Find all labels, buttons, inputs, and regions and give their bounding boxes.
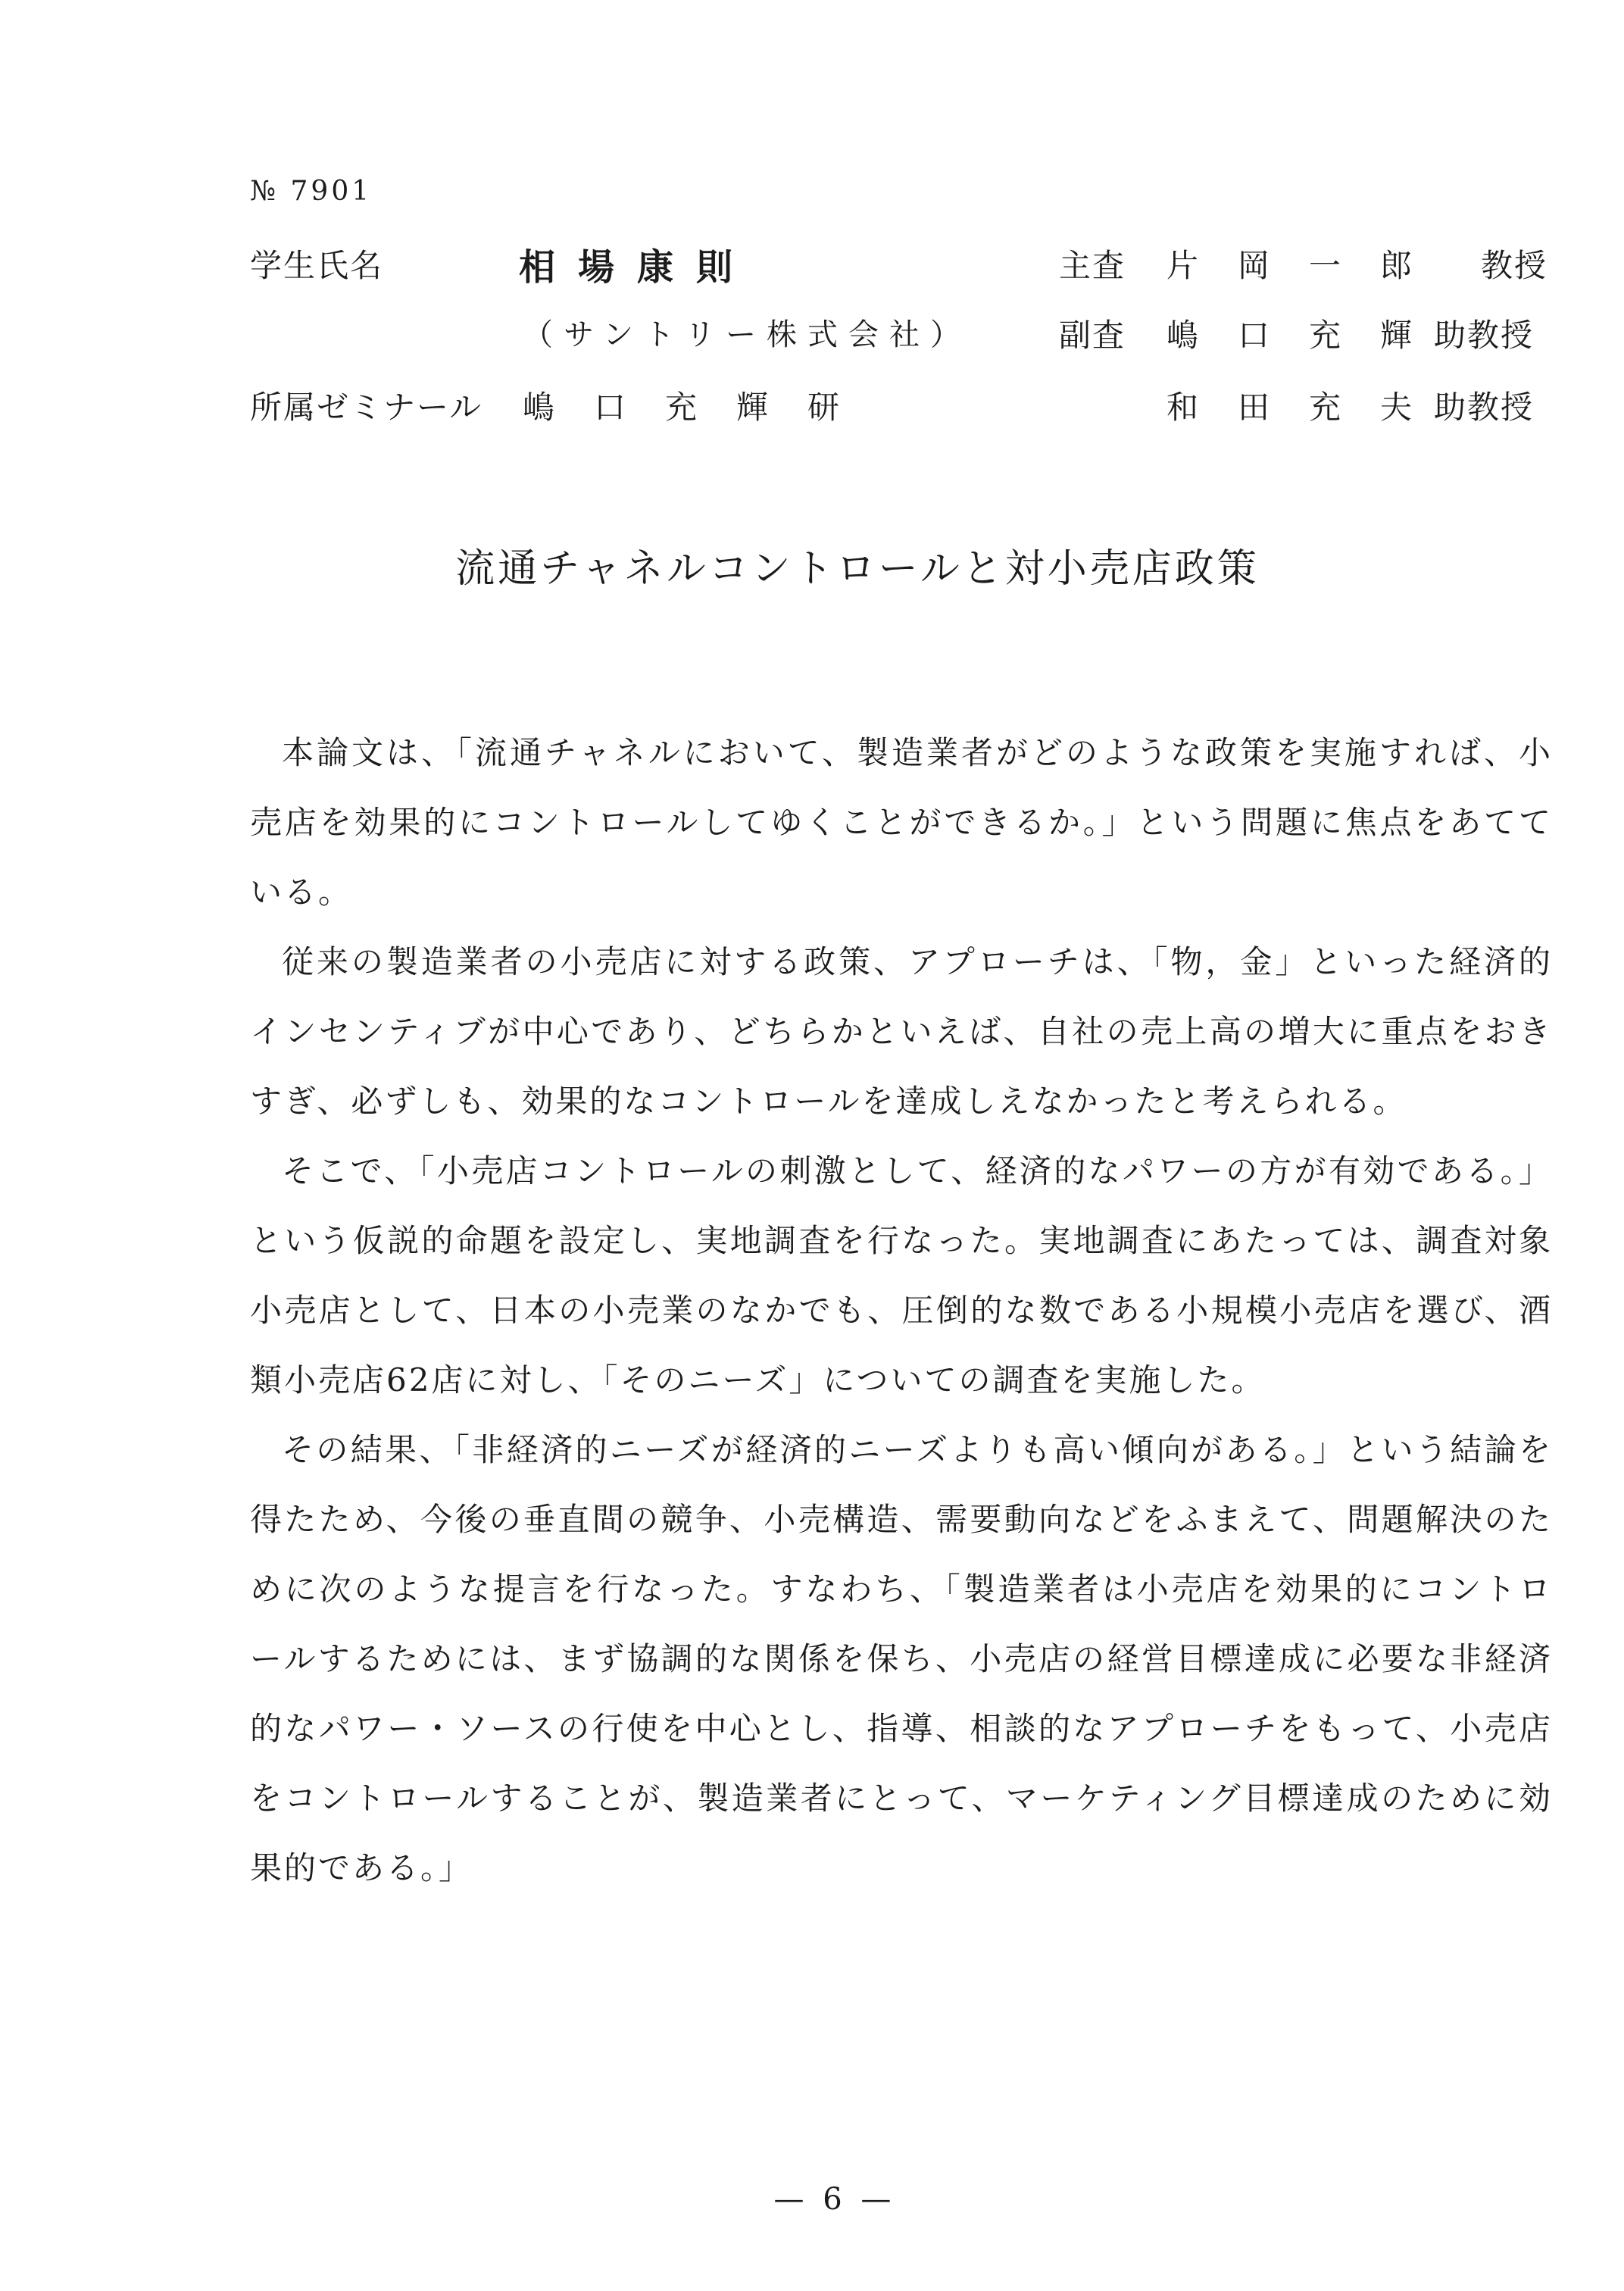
examiner-title-chief: 教授 xyxy=(1481,247,1548,284)
seminar-label: 所属ゼミナール xyxy=(250,389,483,426)
student-name: 相場康則 xyxy=(519,246,756,289)
page-number: — 6 — xyxy=(773,2182,896,2217)
seminar-name: 嶋口充輝研 xyxy=(523,389,879,426)
abstract-body xyxy=(250,718,1553,1903)
examiner-role-vice: 副査 xyxy=(1059,317,1126,354)
examiner-name-vice-2: 和田充夫 xyxy=(1166,389,1452,426)
examiner-title-vice-1: 助教授 xyxy=(1434,317,1535,354)
examiner-name-chief: 片岡一郎 xyxy=(1166,247,1452,284)
paragraph: 従来の製造業者の小売店に対する政策、アプローチは、「物，金」といった経済的インセンティブが中心であり、どちらかといえば、自社の売上高の増大に重点をおきすぎ、必ずしも、効果的なコントロールを達成しえなかったと考えられる。 xyxy=(250,943,1553,1120)
student-company: （サントリー株式会社） xyxy=(523,317,971,352)
student-name-label: 学生氏名 xyxy=(250,247,384,284)
paragraph: そこで、「小売店コントロールの刺激として、経済的なパワーの方が有効である。」という仮説的命題を設定し、実地調査を行なった。実地調査にあたっては、調査対象小売店として、日本の小売業のなかでも、圧倒的な数である小規模小売店を選び、酒類小売店62店に対し、「そのニーズ」についての調査を実施した。 xyxy=(250,1152,1553,1399)
examiner-title-vice-2: 助教授 xyxy=(1434,389,1535,426)
document-number: № 7901 xyxy=(250,176,373,207)
examiner-role-chief: 主査 xyxy=(1059,247,1126,284)
paragraph: 本論文は、「流通チャネルにおいて、製造業者がどのような政策を実施すれば、小売店を効果的にコントロールしてゆくことができるか。」という問題に焦点をあてている。 xyxy=(250,734,1553,911)
examiner-name-vice-1: 嶋口充輝 xyxy=(1166,317,1452,354)
paragraph: その結果、「非経済的ニーズが経済的ニーズよりも高い傾向がある。」という結論を得たため、今後の垂直間の競争、小売構造、需要動向などをふまえて、問題解決のために次のような提言を行なった。すなわち、「製造業者は小売店を効果的にコントロールするためには、まず協調的な関係を保ち、小売店の経営目標達成に必要な非経済的なパワー・ソースの行使を中心とし、指導、相談的なアプローチをもって、小売店をコントロールすることが、製造業者にとって、マーケティング目標達成のために効果的である。」 xyxy=(250,1431,1553,1886)
thesis-title: 流通チャネルコントロールと対小売店政策 xyxy=(455,546,1260,592)
